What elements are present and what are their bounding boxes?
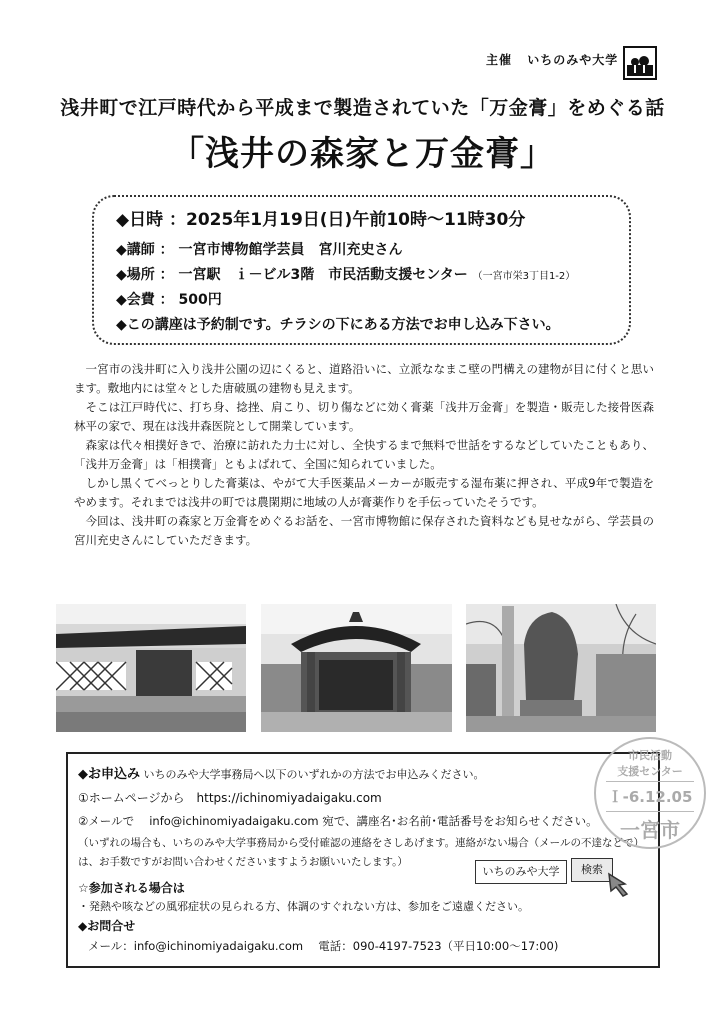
cursor-arrow-icon bbox=[607, 870, 645, 898]
organizer-label: 主催 bbox=[486, 53, 513, 67]
photo-karahafu-building bbox=[261, 604, 452, 732]
university-logo bbox=[623, 46, 657, 80]
participants-heading-text: ☆参加される場合は bbox=[78, 881, 185, 895]
event-place-text: ◆場所 ： 一宮駅 ｉ－ビル3階 市民活動支援センター bbox=[116, 267, 468, 283]
description-paragraph: 今回は、浅井町の森家と万金膏をめぐるお話を、一宮市博物館に保存された資料なども見せながら、学芸員の宮川充史さんにしていただきます。 bbox=[74, 514, 654, 547]
application-web: ①ホームページから https://ichinomiyadaigaku.com bbox=[78, 791, 382, 805]
event-subtitle: 浅井町で江戸時代から平成まで製造されていた「万金膏」をめぐる話 bbox=[60, 97, 665, 119]
application-mail: ②メールで info@ichinomiyadaigaku.com 宛で、講座名･お名前･電話番号をお知らせください。 bbox=[78, 814, 598, 828]
application-note-1: （いずれの場合も、いちのみや大学事務局から受付確認の連絡をさしあげます。連絡がない場合（メールの不達などで） bbox=[78, 837, 644, 849]
event-lecturer: ◆講師 ： 一宮市博物館学芸員 宮川充史さん bbox=[116, 242, 403, 258]
stamp-line-2: 支援センター bbox=[606, 763, 694, 782]
application-heading-note: いちのみや大学事務局へ以下のいずれかの方法でお申込みください。 bbox=[143, 768, 485, 781]
organizer bbox=[486, 51, 628, 68]
organizer-name: いちのみや大学 bbox=[527, 53, 619, 67]
event-place-address: （一宮市栄3丁目1-2） bbox=[472, 271, 576, 282]
photo-namako-wall-gate bbox=[56, 604, 246, 732]
event-title: 「浅井の森家と万金膏」 bbox=[170, 134, 555, 174]
event-place bbox=[116, 264, 575, 284]
participants-heading bbox=[78, 879, 185, 896]
contact-info: メール：info@ichinomiyadaigaku.com 電話：090-4197-7523（平日10:00～17:00) bbox=[88, 939, 559, 953]
event-reservation-note: ◆この講座は予約制です。チラシの下にある方法でお申し込み下さい。 bbox=[116, 317, 560, 333]
stamp-line-1: 市民活動 bbox=[628, 749, 672, 762]
search-query-box: いちのみや大学 bbox=[475, 860, 567, 884]
contact-heading bbox=[78, 917, 135, 934]
search-button: 検索 bbox=[571, 858, 613, 882]
contact-heading-text: ◆お問合せ bbox=[78, 919, 136, 933]
reception-stamp bbox=[594, 737, 706, 849]
application-heading bbox=[78, 763, 485, 782]
description-paragraph: 一宮市の浅井町に入り浅井公園の辺にくると、道路沿いに、立派ななまこ壁の門構えの建物が目に付くと思います。敷地内には堂々とした唐破風の建物も見えます。 bbox=[74, 362, 654, 395]
event-description bbox=[74, 360, 654, 550]
stamp-date: Ｉ-6.12.05 bbox=[607, 788, 693, 806]
application-note-2: は、お手数ですがお問い合わせくださいますようお願いいたします。） bbox=[78, 856, 408, 868]
description-paragraph: 森家は代々相撲好きで、治療に訪れた力士に対し、全快するまで無料で世話をするなどしていたこともあり、「浅井万金膏」は「相撲膏」ともよばれて、全国に知られていました。 bbox=[74, 438, 654, 471]
stamp-city: 一宮市 bbox=[606, 811, 694, 843]
event-date: ◆日時 ：2025年1月19日(日)午前10時～11時30分 bbox=[116, 210, 526, 230]
description-paragraph: そこは江戸時代に、打ち身、捻挫、肩こり、切り傷などに効く膏薬「浅井万金膏」を製造・販売した接骨医森林平の家で、現在は浅井森医院として開業しています。 bbox=[74, 400, 654, 433]
participants-note: ・発熱や咳などの風邪症状の見られる方、体調のすぐれない方は、参加をご遠慮ください。 bbox=[78, 900, 529, 913]
event-fee: ◆会費 ： 500円 bbox=[116, 292, 222, 308]
application-heading-label: ◆お申込み bbox=[78, 767, 140, 782]
description-paragraph: しかし黒くてべっとりした膏薬は、やがて大手医薬品メーカーが販売する湿布薬に押され、平成9年で製造をやめます。それまでは浅井の町では農閑期に地域の人が膏薬作りを手伝っていたそうです。 bbox=[74, 476, 654, 509]
photo-stone-monument bbox=[466, 604, 656, 732]
